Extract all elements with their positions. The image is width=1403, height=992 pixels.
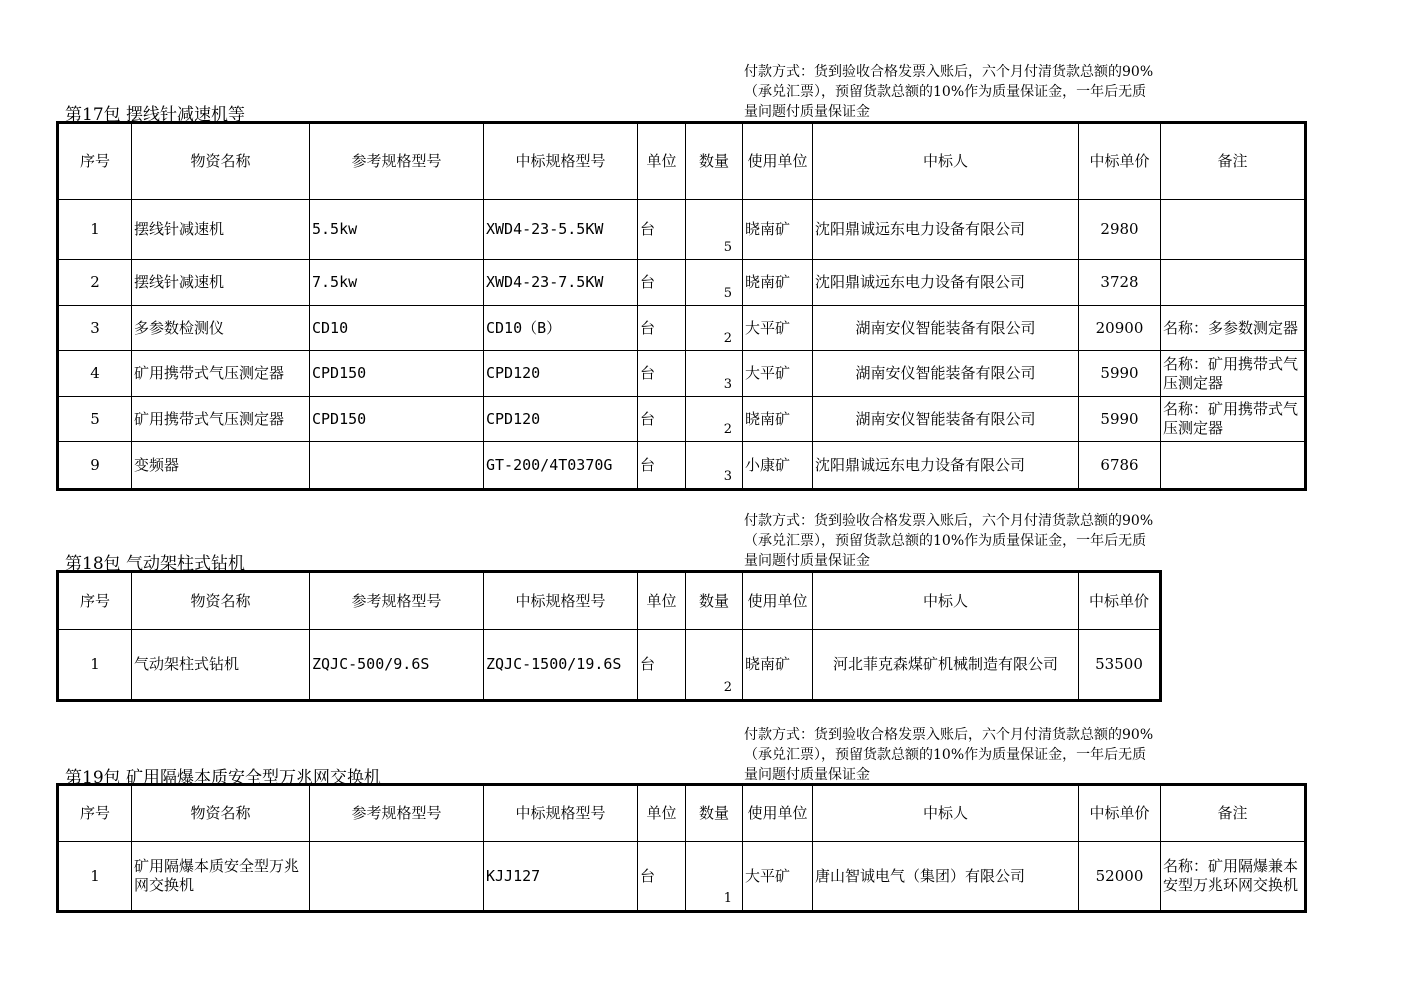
- cell-unit: 台: [638, 306, 686, 351]
- cell-name: 摆线针减速机: [132, 260, 310, 306]
- cell-remark: [1161, 200, 1306, 260]
- cell-ref-spec: CPD150: [310, 351, 484, 397]
- cell-winner: 河北菲克森煤矿机械制造有限公司: [813, 630, 1079, 701]
- cell-price: 6786: [1079, 442, 1161, 490]
- cell-qty: 3: [686, 442, 743, 490]
- cell-win-spec: CD10（B）: [484, 306, 638, 351]
- cell-ref-spec: CD10: [310, 306, 484, 351]
- package-title: 第19包 矿用隔爆本质安全型万兆网交换机: [65, 768, 382, 788]
- table-row: [58, 351, 1306, 397]
- package-title: 第17包 摆线针减速机等: [65, 105, 246, 125]
- cell-unit: 台: [638, 351, 686, 397]
- header-ref-spec: 参考规格型号: [310, 123, 484, 200]
- cell-user: 晓南矿: [743, 260, 813, 306]
- cell-seq: 9: [58, 442, 132, 490]
- cell-seq: 1: [58, 200, 132, 260]
- cell-user: 大平矿: [743, 351, 813, 397]
- header-remark: 备注: [1161, 123, 1306, 200]
- table-row: [58, 397, 1306, 442]
- cell-win-spec: CPD120: [484, 397, 638, 442]
- cell-price: 20900: [1079, 306, 1161, 351]
- header-winner: 中标人: [813, 123, 1079, 200]
- cell-ref-spec: CPD150: [310, 397, 484, 442]
- header-seq: 序号: [58, 785, 132, 842]
- header-qty: 数量: [686, 572, 743, 630]
- cell-winner: 湖南安仪智能装备有限公司: [813, 306, 1079, 351]
- cell-remark: 名称：矿用携带式气压测定器: [1161, 351, 1306, 397]
- cell-user: 小康矿: [743, 442, 813, 490]
- table-header-row: [58, 572, 1161, 630]
- cell-remark: [1161, 442, 1306, 490]
- cell-user: 大平矿: [743, 306, 813, 351]
- header-winner: 中标人: [813, 785, 1079, 842]
- cell-name: 变频器: [132, 442, 310, 490]
- cell-name: 矿用携带式气压测定器: [132, 351, 310, 397]
- cell-name: 摆线针减速机: [132, 200, 310, 260]
- cell-name: 矿用携带式气压测定器: [132, 397, 310, 442]
- header-price: 中标单价: [1079, 785, 1161, 842]
- cell-price: 5990: [1079, 351, 1161, 397]
- cell-winner: 唐山智诚电气（集团）有限公司: [813, 842, 1079, 912]
- header-unit: 单位: [638, 123, 686, 200]
- header-user: 使用单位: [743, 123, 813, 200]
- header-qty: 数量: [686, 123, 743, 200]
- cell-seq: 1: [58, 630, 132, 701]
- cell-unit: 台: [638, 842, 686, 912]
- package-18-table: [56, 570, 1162, 702]
- cell-qty: 2: [686, 630, 743, 701]
- cell-remark: 名称：矿用携带式气压测定器: [1161, 397, 1306, 442]
- cell-qty: 1: [686, 842, 743, 912]
- header-unit: 单位: [638, 572, 686, 630]
- cell-win-spec: XWD4-23-5.5KW: [484, 200, 638, 260]
- cell-price: 2980: [1079, 200, 1161, 260]
- cell-ref-spec: ZQJC-500/9.6S: [310, 630, 484, 701]
- cell-seq: 3: [58, 306, 132, 351]
- cell-ref-spec: 5.5kw: [310, 200, 484, 260]
- header-user: 使用单位: [743, 572, 813, 630]
- header-name: 物资名称: [132, 785, 310, 842]
- package-17-table: [56, 121, 1307, 491]
- cell-win-spec: KJJ127: [484, 842, 638, 912]
- cell-price: 52000: [1079, 842, 1161, 912]
- header-price: 中标单价: [1079, 572, 1161, 630]
- cell-win-spec: CPD120: [484, 351, 638, 397]
- cell-name: 矿用隔爆本质安全型万兆网交换机: [132, 842, 310, 912]
- header-seq: 序号: [58, 572, 132, 630]
- cell-unit: 台: [638, 200, 686, 260]
- cell-qty: 2: [686, 397, 743, 442]
- header-ref-spec: 参考规格型号: [310, 785, 484, 842]
- package-19-table: [56, 783, 1307, 913]
- payment-note: 付款方式：货到验收合格发票入账后，六个月付清货款总额的90%（承兑汇票），预留货款总额的10%作为质量保证金，一年后无质量问题付质量保证金: [744, 64, 1154, 120]
- table-header-row: [58, 123, 1306, 200]
- table-row: [58, 306, 1306, 351]
- cell-price: 5990: [1079, 397, 1161, 442]
- cell-user: 晓南矿: [743, 630, 813, 701]
- cell-unit: 台: [638, 260, 686, 306]
- package-title: 第18包 气动架柱式钻机: [65, 554, 246, 574]
- cell-name: 气动架柱式钻机: [132, 630, 310, 701]
- header-winner: 中标人: [813, 572, 1079, 630]
- cell-qty: 3: [686, 351, 743, 397]
- header-ref-spec: 参考规格型号: [310, 572, 484, 630]
- header-win-spec: 中标规格型号: [484, 572, 638, 630]
- cell-name: 多参数检测仪: [132, 306, 310, 351]
- cell-unit: 台: [638, 630, 686, 701]
- payment-note: 付款方式：货到验收合格发票入账后，六个月付清货款总额的90%（承兑汇票），预留货款总额的10%作为质量保证金，一年后无质量问题付质量保证金: [744, 513, 1154, 569]
- table-row: [58, 200, 1306, 260]
- table-row: [58, 842, 1306, 912]
- cell-winner: 湖南安仪智能装备有限公司: [813, 397, 1079, 442]
- cell-seq: 2: [58, 260, 132, 306]
- cell-ref-spec: 7.5kw: [310, 260, 484, 306]
- table-row: [58, 630, 1161, 701]
- cell-winner: 湖南安仪智能装备有限公司: [813, 351, 1079, 397]
- header-win-spec: 中标规格型号: [484, 785, 638, 842]
- cell-price: 53500: [1079, 630, 1161, 701]
- header-seq: 序号: [58, 123, 132, 200]
- cell-remark: 名称：多参数测定器: [1161, 306, 1306, 351]
- header-unit: 单位: [638, 785, 686, 842]
- cell-win-spec: ZQJC-1500/19.6S: [484, 630, 638, 701]
- cell-unit: 台: [638, 442, 686, 490]
- cell-seq: 1: [58, 842, 132, 912]
- cell-qty: 2: [686, 306, 743, 351]
- cell-ref-spec: [310, 842, 484, 912]
- cell-ref-spec: [310, 442, 484, 490]
- header-user: 使用单位: [743, 785, 813, 842]
- table-row: [58, 442, 1306, 490]
- payment-note: 付款方式：货到验收合格发票入账后，六个月付清货款总额的90%（承兑汇票），预留货款总额的10%作为质量保证金，一年后无质量问题付质量保证金: [744, 727, 1154, 783]
- header-name: 物资名称: [132, 123, 310, 200]
- cell-remark: 名称：矿用隔爆兼本安型万兆环网交换机: [1161, 842, 1306, 912]
- header-price: 中标单价: [1079, 123, 1161, 200]
- cell-remark: [1161, 260, 1306, 306]
- cell-qty: 5: [686, 200, 743, 260]
- cell-winner: 沈阳鼎诚远东电力设备有限公司: [813, 200, 1079, 260]
- cell-win-spec: GT-200/4T0370G: [484, 442, 638, 490]
- cell-winner: 沈阳鼎诚远东电力设备有限公司: [813, 442, 1079, 490]
- cell-price: 3728: [1079, 260, 1161, 306]
- cell-user: 晓南矿: [743, 200, 813, 260]
- table-row: [58, 260, 1306, 306]
- cell-win-spec: XWD4-23-7.5KW: [484, 260, 638, 306]
- cell-user: 晓南矿: [743, 397, 813, 442]
- header-remark: 备注: [1161, 785, 1306, 842]
- cell-seq: 4: [58, 351, 132, 397]
- header-name: 物资名称: [132, 572, 310, 630]
- header-qty: 数量: [686, 785, 743, 842]
- table-header-row: [58, 785, 1306, 842]
- cell-seq: 5: [58, 397, 132, 442]
- cell-qty: 5: [686, 260, 743, 306]
- cell-user: 大平矿: [743, 842, 813, 912]
- cell-unit: 台: [638, 397, 686, 442]
- cell-winner: 沈阳鼎诚远东电力设备有限公司: [813, 260, 1079, 306]
- header-win-spec: 中标规格型号: [484, 123, 638, 200]
